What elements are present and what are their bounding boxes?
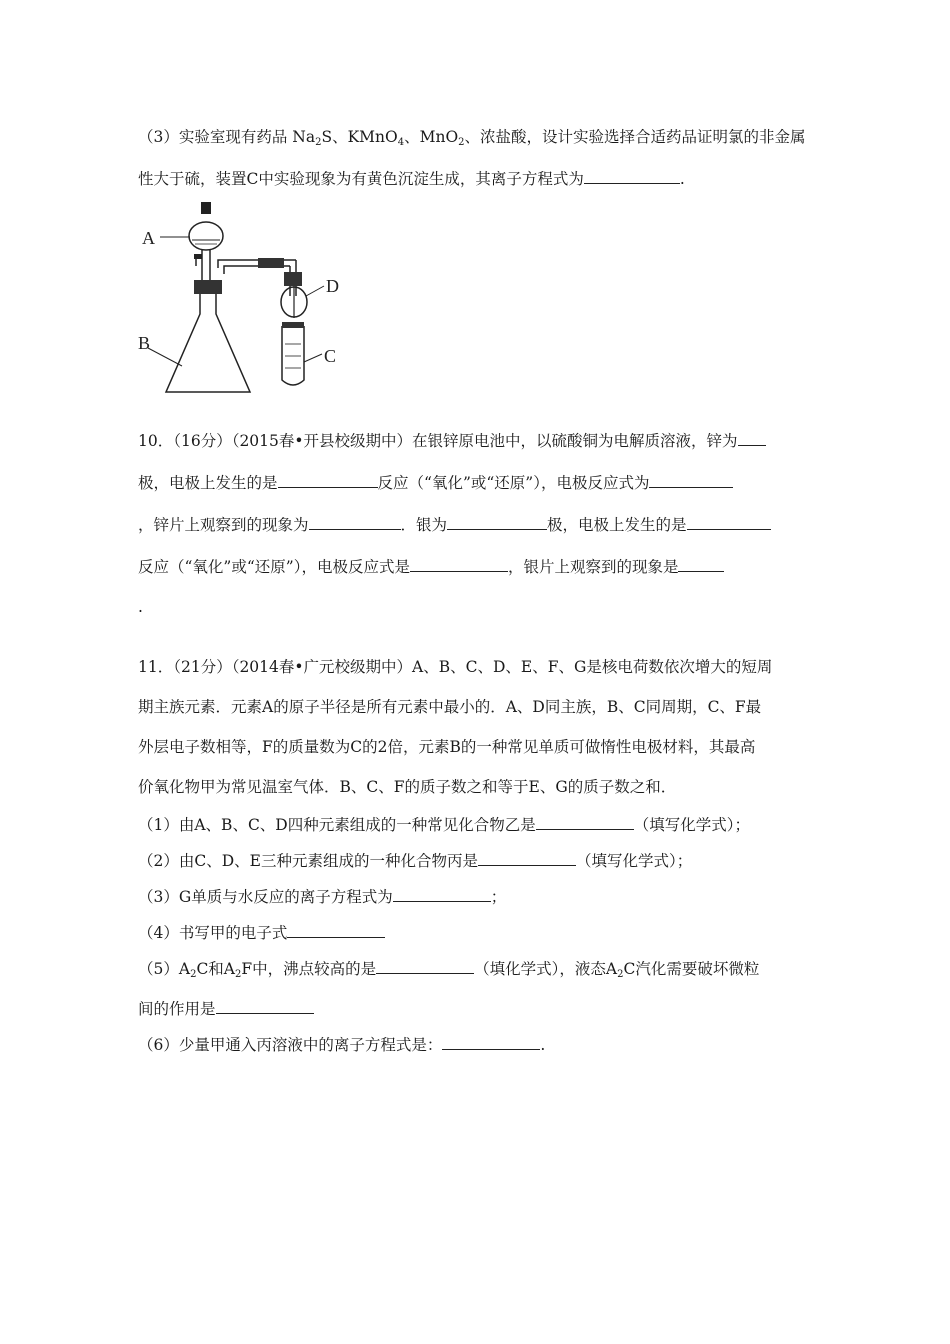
label-b: B	[138, 333, 151, 353]
label-d: D	[326, 276, 339, 296]
q11-line2: 期主族元素．元素A的原子半径是所有元素中最小的．A、D同主族，B、C同周期，C、F最	[138, 698, 762, 716]
q10-line1: 10．（16分）（2015春•开县校级期中）在银锌原电池中，以硫酸铜为电解质溶液，锌为	[138, 430, 766, 452]
q11-part5-cont: 间的作用是	[138, 998, 314, 1020]
label-c: C	[324, 346, 337, 366]
q9-part3-line2: 性大于硫，装置C中实验现象为有黄色沉淀生成，其离子方程式为 .	[138, 170, 685, 188]
answer-blank[interactable]	[309, 515, 401, 530]
answer-blank[interactable]	[278, 473, 378, 488]
q11-part3: （3）G单质与水反应的离子方程式为 ；	[138, 888, 507, 906]
q11-part2: （2）由C、D、E三种元素组成的一种化合物丙是 （填写化学式）；	[138, 852, 693, 870]
answer-blank[interactable]	[649, 473, 733, 488]
answer-blank[interactable]	[678, 557, 724, 572]
answer-blank[interactable]	[478, 851, 576, 866]
q11-part5: $(5)A_2C$和$A_2F$中，沸点较高的是 （填化学式），液态$A_2C$汽化需要破坏微粒	[138, 960, 760, 980]
answer-blank[interactable]	[536, 815, 634, 830]
label-a: A	[142, 228, 155, 248]
q11-line3: 外层电子数相等，F的质量数为C的2倍，元素B的一种常见单质可做惰性电极材料，其最高	[138, 738, 756, 756]
answer-blank[interactable]	[738, 431, 766, 446]
answer-blank[interactable]	[376, 959, 474, 974]
q10-line2: 极，电极上发生的是 反应（“氧化”或“还原”），电极反应式为	[138, 472, 733, 494]
apparatus-diagram	[138, 196, 378, 396]
q10-line5: .	[138, 598, 143, 616]
q11-line1: 11．（21分）（2014春•广元校级期中）A、B、C、D、E、F、G是核电荷数依次增大的短周	[138, 658, 773, 676]
answer-blank[interactable]	[287, 923, 385, 938]
q11-line4: 价氧化物甲为常见温室气体．B、C、F的质子数之和等于E、G的质子数之和．	[138, 778, 677, 796]
answer-blank[interactable]	[216, 999, 314, 1014]
q9-part3-line1: （3）实验室现有药品 $Na_2S$、KMnO$_4$、MnO$_2$、浓盐酸，设计实验选择合适药品证明氯的非金属	[138, 128, 806, 148]
answer-blank[interactable]	[687, 515, 771, 530]
q11-part4: （4）书写甲的电子式	[138, 922, 385, 944]
answer-blank[interactable]	[442, 1035, 540, 1050]
q11-part6: （6）少量甲通入丙溶液中的离子方程式是： .	[138, 1036, 546, 1054]
q10-line3: ，锌片上观察到的现象为 ．银为 极，电极上发生的是	[138, 514, 771, 536]
answer-blank[interactable]	[393, 887, 491, 902]
answer-blank[interactable]	[447, 515, 547, 530]
q11-part1: （1）由A、B、C、D四种元素组成的一种常见化合物乙是 （填写化学式）；	[138, 816, 750, 834]
answer-blank[interactable]	[410, 557, 508, 572]
answer-blank[interactable]	[584, 169, 680, 184]
q10-line4: 反应（“氧化”或“还原”），电极反应式是 ，银片上观察到的现象是	[138, 556, 724, 578]
